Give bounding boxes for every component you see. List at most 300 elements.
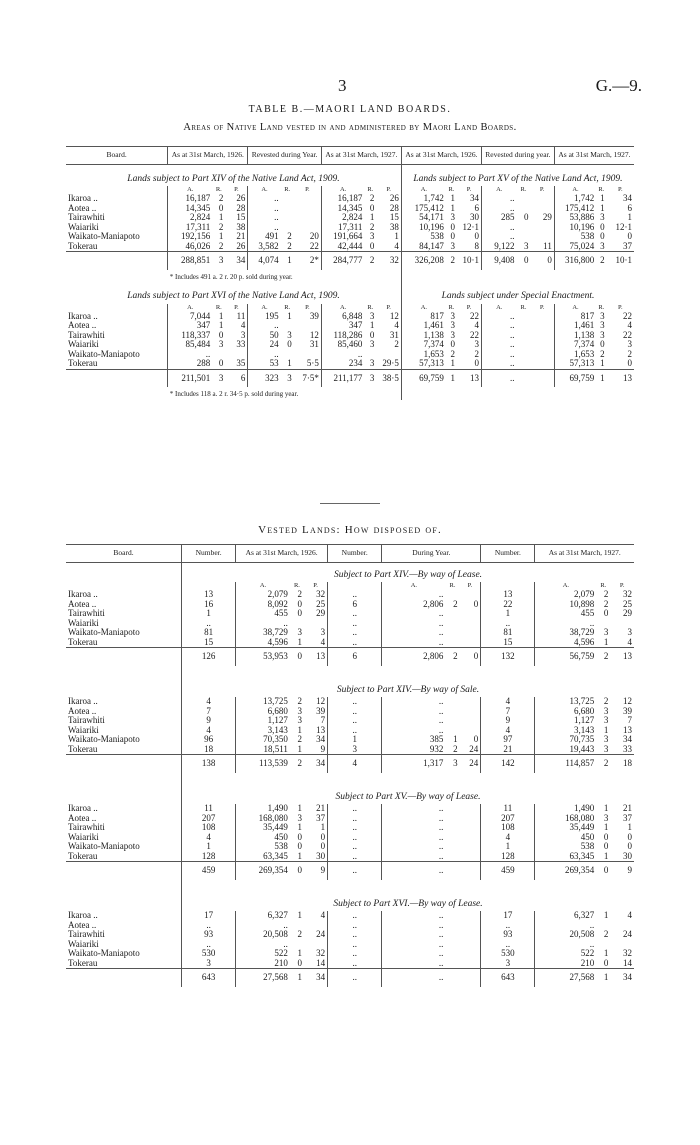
table-cell: [445, 716, 459, 726]
table-cell: 37: [623, 240, 632, 251]
table-cell: 11: [181, 804, 235, 814]
table-cell: 6,848: [321, 312, 364, 322]
total-cell: 69,759: [401, 369, 445, 387]
empty-cell: [66, 666, 181, 698]
table-cell: 3: [450, 320, 455, 330]
table-cell: 3,143: [535, 726, 596, 736]
table-cell: [445, 911, 459, 921]
table-cell: 53,886: [554, 213, 596, 223]
table-cell: 1: [450, 202, 455, 213]
table-cell: ..: [328, 697, 382, 707]
table-cell: 0: [218, 358, 224, 368]
table-cell: 33: [623, 743, 632, 754]
table-cell: 4: [394, 240, 399, 251]
board-name: Waiariki: [68, 221, 99, 232]
table-cell: 30: [316, 850, 326, 861]
table-cell: [517, 223, 531, 233]
table-row: [66, 340, 634, 350]
table-cell: ..: [481, 619, 535, 629]
table-cell: 84,147: [401, 242, 445, 252]
table-cell: 13,725: [535, 697, 596, 707]
total-cell: 38·5: [376, 369, 401, 387]
table-cell: 1: [603, 850, 609, 861]
table-cell: 1: [603, 724, 609, 735]
table-cell: 32: [316, 948, 326, 958]
total-cell: 326,208: [401, 252, 445, 270]
table-cell: 20,508: [535, 930, 596, 940]
table-cell: 2: [603, 598, 609, 609]
table-cell: 1: [603, 822, 609, 832]
table-cell: [517, 331, 531, 341]
total-row: [66, 252, 634, 270]
table-cell: 53: [248, 359, 281, 369]
table-cell: 20,508: [236, 930, 290, 940]
table-cell: [281, 194, 294, 204]
table-cell: 57,313: [401, 359, 445, 369]
table-cell: [281, 213, 294, 223]
column-header: Number.: [181, 545, 235, 563]
table-cell: 3: [369, 339, 375, 349]
table-cell: 1: [218, 231, 224, 241]
table-cell: 39: [309, 310, 319, 321]
table-cell: 1: [627, 822, 632, 832]
table-cell: 10,898: [535, 600, 596, 610]
table-cell: 530: [481, 949, 535, 959]
table-cell: 21: [316, 803, 326, 813]
empty-cell: [66, 387, 168, 400]
table-cell: 0: [627, 831, 632, 842]
table-cell: 24: [316, 929, 326, 939]
table-cell: 192,156: [168, 232, 212, 242]
table-cell: 0: [369, 240, 375, 251]
table-cell: 75,024: [554, 242, 596, 252]
table-cell: 3: [603, 715, 609, 725]
table-cell: ..: [481, 350, 516, 360]
table-cell: 70,350: [236, 735, 290, 745]
unit-label: R.: [520, 186, 527, 193]
table-cell: 1: [481, 609, 535, 619]
table-cell: 35: [236, 358, 246, 368]
table-cell: ..: [328, 959, 382, 969]
table-cell: ..: [181, 619, 235, 629]
section-caption: Lands subject to Part XIV of the Native Land Act, 1909.: [127, 173, 340, 184]
total-cell: 9: [610, 862, 634, 880]
table-cell: 1: [369, 212, 375, 222]
total-cell: 284,777: [321, 252, 364, 270]
table-cell: [460, 609, 481, 619]
table-cell: 3: [320, 627, 326, 637]
table-cell: [460, 940, 481, 950]
table-cell: 15: [481, 638, 535, 648]
table-cell: 2: [297, 589, 303, 599]
table-cell: 932: [382, 745, 446, 755]
table-cell: [445, 804, 459, 814]
table-cell: 8,092: [236, 600, 290, 610]
table-cell: ..: [248, 321, 281, 331]
table-cell: 39: [316, 705, 326, 716]
table-cell: 2: [600, 348, 605, 359]
table-cell: 3: [240, 329, 246, 340]
table-row: [66, 959, 634, 969]
table-cell: 2: [287, 240, 292, 251]
table-cell: 0: [603, 841, 609, 851]
table-cell: 3: [450, 240, 455, 251]
table-cell: 13: [623, 724, 632, 735]
table-cell: 1: [394, 231, 399, 241]
section-caption: Lands subject to Part XVI of the Native Land Act, 1909.: [127, 291, 340, 301]
section-caption: Subject to Part XIV.—By way of Lease.: [181, 562, 634, 582]
table-cell: 2: [603, 696, 609, 706]
table-cell: 1: [297, 803, 303, 813]
table-cell: 0: [369, 329, 375, 340]
table-cell: 1: [297, 822, 303, 832]
total-cell: 316,800: [554, 252, 596, 270]
table-cell: 1: [450, 358, 455, 368]
table-row: [66, 716, 634, 726]
caption-row: [66, 562, 634, 582]
table-cell: 2: [453, 598, 458, 609]
section-caption: Subject to Part XIV.—By way of Sale.: [181, 666, 634, 698]
table-cell: [531, 331, 555, 341]
table-cell: 455: [236, 609, 290, 619]
total-cell: ..: [328, 862, 382, 880]
table-cell: 1: [297, 724, 303, 735]
table-cell: 3: [600, 212, 605, 222]
table-cell: 2: [287, 231, 292, 241]
table-cell: 16,187: [168, 194, 212, 204]
table-cell: ..: [328, 726, 382, 736]
total-row: [66, 369, 634, 387]
table-cell: ..: [168, 350, 212, 360]
table-cell: 2: [603, 929, 609, 939]
table-cell: ..: [328, 707, 382, 717]
table-cell: 19,443: [535, 745, 596, 755]
table-cell: 57,313: [554, 359, 596, 369]
board-name: Ikaroa ..: [68, 696, 98, 706]
table-cell: 29·5: [382, 358, 399, 368]
table-cell: 10,196: [554, 223, 596, 233]
table-cell: 1,490: [236, 804, 290, 814]
empty-cell: [66, 252, 168, 270]
column-header: During Year.: [382, 545, 481, 563]
table-row: [66, 619, 634, 629]
board-name: Waiariki: [68, 831, 99, 842]
table-cell: 2: [603, 589, 609, 599]
table-cell: 0: [600, 231, 605, 241]
total-cell: 643: [181, 969, 235, 987]
total-cell: 53,953: [236, 648, 290, 666]
table-cell: [445, 707, 459, 717]
table-cell: 29: [623, 608, 632, 618]
table-cell: [460, 619, 481, 629]
table-cell: 22: [623, 310, 632, 321]
table-cell: 2: [297, 929, 303, 939]
units-row: [66, 582, 634, 590]
table-cell: ..: [328, 638, 382, 648]
table-cell: 30: [623, 850, 632, 861]
table-row: [66, 735, 634, 745]
table-cell: 191,664: [321, 232, 364, 242]
table-cell: 491: [248, 232, 281, 242]
table-cell: ..: [248, 204, 281, 214]
board-name: Tairawhiti: [68, 212, 105, 222]
unit-label: R.: [448, 186, 455, 193]
table-cell: 2,824: [321, 213, 364, 223]
table-cell: 1,138: [401, 331, 445, 341]
table-cell: 17,311: [321, 223, 364, 233]
table-cell: 7,374: [401, 340, 445, 350]
total-cell: 13: [304, 648, 328, 666]
table-row: [66, 590, 634, 600]
board-name: Ikaroa ..: [68, 310, 98, 321]
vested-lands-title: Vested Lands: How disposed of.: [258, 524, 442, 536]
table-cell: 17: [481, 911, 535, 921]
table-cell: 3: [297, 705, 303, 716]
table-cell: 450: [236, 833, 290, 843]
table-cell: [294, 213, 322, 223]
column-header: As at 31st March, 1927.: [535, 545, 634, 563]
unit-label: A.: [554, 186, 596, 194]
table-cell: [445, 628, 459, 638]
table-cell: 1: [297, 850, 303, 861]
table-cell: [460, 638, 481, 648]
unit-label: R.: [367, 303, 374, 311]
total-cell: 142: [481, 755, 535, 773]
table-cell: 30: [469, 212, 479, 222]
table-cell: 39: [623, 705, 632, 716]
table-cell: 3,143: [236, 726, 290, 736]
table-row: [66, 804, 634, 814]
table-cell: 2,824: [168, 213, 212, 223]
table-cell: 1: [297, 948, 303, 958]
table-cell: [445, 697, 459, 707]
total-cell: 0: [596, 862, 610, 880]
total-cell: 323: [248, 369, 281, 387]
table-cell: 1,653: [554, 350, 596, 360]
table-cell: ..: [328, 930, 382, 940]
table-cell: 0: [600, 221, 605, 232]
total-cell: 7·5*: [294, 369, 322, 387]
table-cell: 3: [369, 358, 375, 368]
table-cell: [517, 321, 531, 331]
table-cell: 0: [603, 608, 609, 618]
table-cell: 1: [627, 212, 632, 222]
table-cell: 24: [469, 743, 479, 754]
table-cell: ..: [382, 707, 446, 717]
unit-label: P.: [618, 186, 623, 193]
table-cell: 2: [394, 339, 399, 349]
table-cell: ..: [181, 921, 235, 931]
table-cell: ..: [328, 940, 382, 950]
unit-label: R.: [448, 303, 455, 311]
total-cell: 13: [610, 648, 634, 666]
total-cell: 0: [290, 862, 304, 880]
empty-cell: [66, 969, 181, 987]
table-cell: 6: [627, 202, 632, 213]
table-cell: 1: [218, 212, 224, 222]
table-cell: 6,680: [535, 707, 596, 717]
page-number: 3: [338, 76, 347, 95]
table-cell: ..: [328, 619, 382, 629]
table-cell: 1: [297, 910, 303, 920]
unit-label: R.: [449, 582, 456, 589]
table-cell: 16,187: [321, 194, 364, 204]
table-cell: 1: [603, 948, 609, 958]
table-cell: 450: [535, 833, 596, 843]
table-cell: 24: [248, 340, 281, 350]
table-cell: [445, 930, 459, 940]
table-cell: 2: [218, 240, 224, 251]
table-cell: ..: [328, 852, 382, 862]
table-cell: 12: [623, 696, 632, 706]
table-cell: 3: [603, 627, 609, 637]
table-cell: [460, 804, 481, 814]
table-cell: 6: [328, 600, 382, 610]
total-cell: 0: [460, 648, 481, 666]
table-cell: 11: [236, 310, 246, 321]
table-cell: 0: [297, 598, 303, 609]
table-cell: 538: [401, 232, 445, 242]
table-cell: 37: [623, 812, 632, 823]
table-cell: 13: [316, 724, 326, 735]
table-cell: ..: [382, 638, 446, 648]
unit-label: R.: [293, 582, 300, 589]
table-cell: 50: [248, 331, 281, 341]
column-header: As at 31st March, 1927.: [321, 147, 401, 165]
table-cell: 1: [453, 734, 458, 744]
unit-label: A.: [554, 304, 596, 312]
table-cell: 522: [236, 949, 290, 959]
table-cell: [531, 312, 555, 322]
total-cell: 4: [328, 755, 382, 773]
table-cell: 3: [524, 240, 529, 251]
total-cell: 3: [445, 755, 459, 773]
table-cell: 6,680: [236, 707, 290, 717]
total-cell: 56,759: [535, 648, 596, 666]
board-name: Waiariki: [68, 938, 99, 949]
table-cell: ..: [328, 842, 382, 852]
total-cell: 27,568: [535, 969, 596, 987]
table-cell: 3: [181, 959, 235, 969]
table-cell: 285: [481, 213, 516, 223]
table-cell: 3: [297, 627, 303, 637]
caption-row: [66, 880, 634, 912]
table-cell: 0: [473, 598, 479, 609]
table-cell: 2: [453, 743, 458, 754]
table-cell: 1,742: [401, 194, 445, 204]
table-cell: 0: [297, 957, 303, 968]
total-cell: 269,354: [236, 862, 290, 880]
unit-label: P.: [386, 303, 391, 311]
table-cell: 81: [181, 628, 235, 638]
table-cell: 2: [218, 193, 224, 203]
table-cell: 3,582: [248, 242, 281, 252]
total-cell: 0: [517, 252, 531, 270]
unit-label: A.: [236, 582, 290, 590]
board-name: Ikaroa ..: [68, 589, 98, 599]
table-cell: 1: [600, 358, 605, 368]
table-cell: 38,729: [535, 628, 596, 638]
table-cell: 29: [542, 212, 552, 222]
table-cell: 4: [320, 910, 326, 920]
table-cell: 25: [316, 598, 326, 609]
table-cell: 210: [236, 959, 290, 969]
table-cell: 108: [481, 823, 535, 833]
table-cell: 14,345: [168, 204, 212, 214]
unit-label: A.: [321, 186, 364, 194]
total-cell: 34: [225, 252, 247, 270]
table-cell: [445, 959, 459, 969]
table-cell: 1,653: [401, 350, 445, 360]
table-cell: ..: [382, 921, 446, 931]
table-cell: 3: [369, 310, 375, 321]
total-cell: 1: [290, 969, 304, 987]
total-cell: 2: [364, 252, 376, 270]
table-cell: 70,735: [535, 735, 596, 745]
board-name: Waikato-Maniapoto: [68, 734, 140, 744]
section-caption: Lands subject under Special Enactment.: [401, 282, 634, 304]
table-cell: 0: [320, 831, 326, 842]
table-cell: [445, 619, 459, 629]
table-cell: 1: [481, 842, 535, 852]
board-name: Aotea ..: [68, 320, 97, 330]
table-cell: 1: [603, 636, 609, 647]
table-cell: 1: [450, 193, 455, 203]
table-cell: 4: [481, 726, 535, 736]
table-cell: [460, 852, 481, 862]
table-cell: 817: [401, 312, 445, 322]
table-cell: 207: [481, 814, 535, 824]
board-name: Ikaroa ..: [68, 910, 98, 920]
total-cell: [517, 369, 531, 387]
table-cell: 1: [297, 743, 303, 754]
total-cell: 1: [446, 369, 457, 387]
empty-cell: [66, 880, 181, 912]
table-row: [66, 600, 634, 610]
table-cell: 1,742: [554, 194, 596, 204]
table-cell: 1,461: [554, 321, 596, 331]
column-header: As at 31st March, 1926.: [401, 147, 481, 165]
table-cell: ..: [382, 697, 446, 707]
table-row: [66, 823, 634, 833]
column-header: As at 31st March, 1926.: [236, 545, 328, 563]
unit-label: P.: [313, 582, 318, 589]
table-cell: 22: [469, 329, 479, 340]
table-cell: ..: [321, 350, 364, 360]
table-cell: 522: [535, 949, 596, 959]
table-cell: 3: [603, 812, 609, 823]
table-cell: ..: [248, 223, 281, 233]
table-cell: 21: [236, 231, 246, 241]
table-cell: [460, 814, 481, 824]
total-cell: 10·1: [607, 252, 634, 270]
table-cell: ..: [248, 194, 281, 204]
table-cell: 34: [469, 193, 479, 203]
table-cell: 9: [481, 716, 535, 726]
table-cell: 32: [316, 589, 326, 599]
table-row: [66, 842, 634, 852]
footnote: * Includes 491 a. 2 r. 20 p. sold during year.: [169, 272, 293, 281]
table-cell: 4: [481, 833, 535, 843]
total-cell: 0: [290, 648, 304, 666]
total-cell: ..: [382, 969, 446, 987]
table-cell: 3: [627, 627, 632, 637]
table-cell: 2: [474, 348, 479, 359]
table-cell: 195: [248, 312, 281, 322]
total-cell: 34: [304, 969, 328, 987]
unit-label: A.: [401, 304, 445, 312]
table-cell: 35,449: [535, 823, 596, 833]
